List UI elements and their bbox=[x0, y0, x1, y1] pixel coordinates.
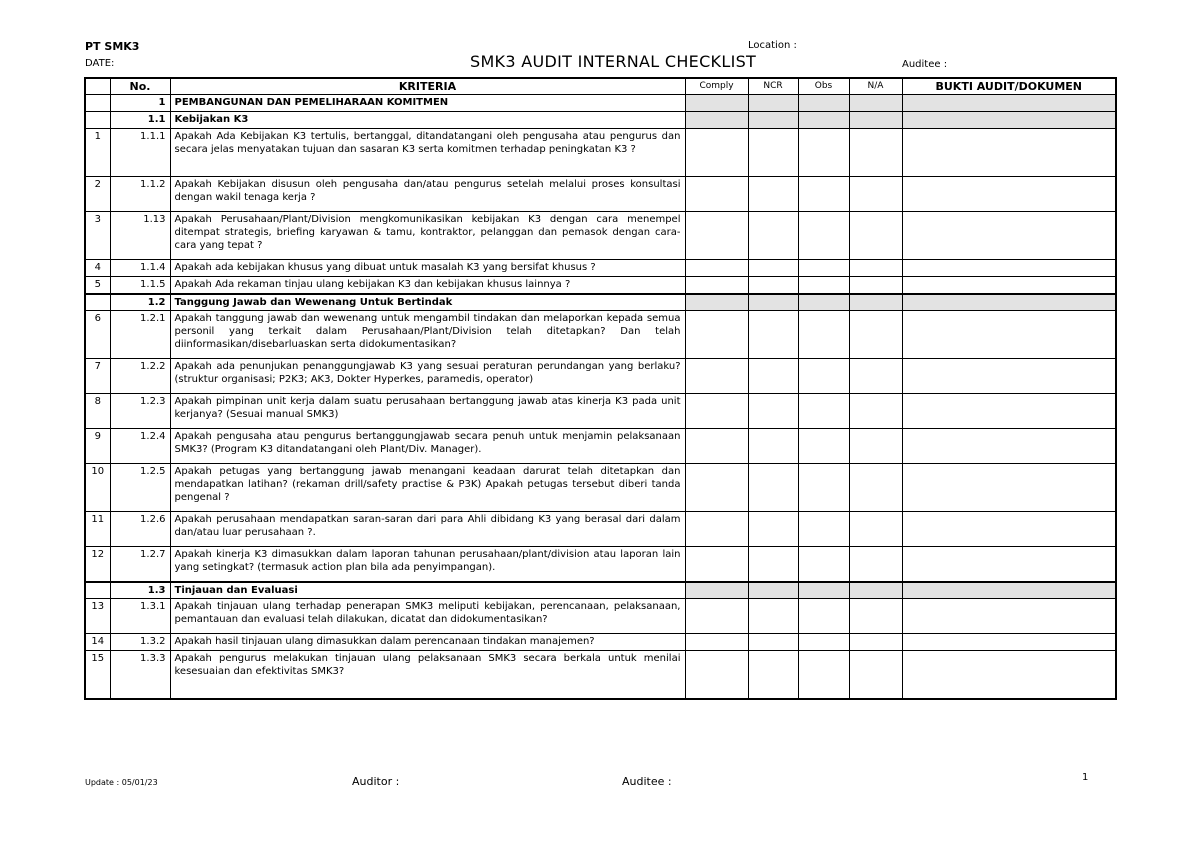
ncr-cell[interactable] bbox=[748, 651, 798, 699]
obs-cell[interactable] bbox=[798, 599, 849, 634]
row-number: 15 bbox=[85, 651, 110, 699]
na-cell bbox=[849, 95, 902, 112]
row-number: 11 bbox=[85, 512, 110, 547]
criteria-text: Apakah pimpinan unit kerja dalam suatu perusahaan bertanggung jawab atas kinerja K3 pada unit kerjanya? (Sesuai manual SMK3) bbox=[170, 394, 685, 429]
col-kriteria: KRITERIA bbox=[170, 78, 685, 95]
na-cell[interactable] bbox=[849, 177, 902, 212]
row-number: 2 bbox=[85, 177, 110, 212]
table-row bbox=[85, 634, 1116, 651]
checklist-table bbox=[84, 77, 1117, 700]
row-number bbox=[85, 582, 110, 599]
ncr-cell[interactable] bbox=[748, 212, 798, 260]
table-row bbox=[85, 512, 1116, 547]
ncr-cell[interactable] bbox=[748, 634, 798, 651]
obs-cell[interactable] bbox=[798, 311, 849, 359]
obs-cell[interactable] bbox=[798, 547, 849, 582]
bukti-cell bbox=[902, 95, 1116, 112]
bukti-cell[interactable] bbox=[902, 634, 1116, 651]
comply-cell bbox=[685, 112, 748, 129]
criteria-code: 1.1 bbox=[110, 112, 170, 129]
ncr-cell[interactable] bbox=[748, 260, 798, 277]
bukti-cell[interactable] bbox=[902, 177, 1116, 212]
ncr-cell bbox=[748, 582, 798, 599]
row-number: 3 bbox=[85, 212, 110, 260]
ncr-cell[interactable] bbox=[748, 277, 798, 294]
na-cell bbox=[849, 294, 902, 311]
comply-cell[interactable] bbox=[685, 634, 748, 651]
ncr-cell[interactable] bbox=[748, 464, 798, 512]
ncr-cell[interactable] bbox=[748, 512, 798, 547]
obs-cell[interactable] bbox=[798, 464, 849, 512]
criteria-text: Apakah tanggung jawab dan wewenang untuk mengambil tindakan dan melaporkan kepada semua personil yang terkait dalam Perusahaan/Plant/Division telah ditetapkan? Dan telah diinformasikan/disebarluaskan serta didokumentasikan? bbox=[170, 311, 685, 359]
comply-cell[interactable] bbox=[685, 429, 748, 464]
criteria-code: 1.3.3 bbox=[110, 651, 170, 699]
bukti-cell bbox=[902, 582, 1116, 599]
comply-cell[interactable] bbox=[685, 464, 748, 512]
criteria-text: Apakah Kebijakan disusun oleh pengusaha dan/atau pengurus setelah melalui proses konsultasi dengan wakil tenaga kerja ? bbox=[170, 177, 685, 212]
ncr-cell[interactable] bbox=[748, 599, 798, 634]
table-row bbox=[85, 394, 1116, 429]
ncr-cell[interactable] bbox=[748, 311, 798, 359]
criteria-text: Apakah tinjauan ulang terhadap penerapan SMK3 meliputi kebijakan, perencanaan, pelaksanaan, pemantauan dan evaluasi telah dilakukan, dicatat dan didokumentasikan? bbox=[170, 599, 685, 634]
criteria-text: Kebijakan K3 bbox=[170, 112, 685, 129]
table-header-row bbox=[85, 78, 1116, 95]
criteria-code: 1.2.5 bbox=[110, 464, 170, 512]
na-cell[interactable] bbox=[849, 277, 902, 294]
section-row bbox=[85, 112, 1116, 129]
obs-cell[interactable] bbox=[798, 512, 849, 547]
criteria-code: 1.3 bbox=[110, 582, 170, 599]
criteria-text: Apakah pengurus melakukan tinjauan ulang pelaksanaan SMK3 secara berkala untuk menilai kesesuaian dan efektivitas SMK3? bbox=[170, 651, 685, 699]
col-no: No. bbox=[110, 78, 170, 95]
ncr-cell bbox=[748, 112, 798, 129]
criteria-text: Apakah pengusaha atau pengurus bertanggungjawab secara penuh untuk menjamin pelaksanaan SMK3? (Program K3 ditandatangani oleh Plant/Div. Manager). bbox=[170, 429, 685, 464]
criteria-code: 1.1.5 bbox=[110, 277, 170, 294]
criteria-text: Tinjauan dan Evaluasi bbox=[170, 582, 685, 599]
criteria-text: Apakah hasil tinjauan ulang dimasukkan dalam perencanaan tindakan manajemen? bbox=[170, 634, 685, 651]
row-number: 10 bbox=[85, 464, 110, 512]
ncr-cell[interactable] bbox=[748, 129, 798, 177]
obs-cell[interactable] bbox=[798, 429, 849, 464]
criteria-text: Apakah ada penunjukan penanggungjawab K3 yang sesuai peraturan perundangan yang berlaku? (struktur organisasi; P2K3; AK3, Dokter Hyperkes, paramedis, operator) bbox=[170, 359, 685, 394]
criteria-code: 1.1.1 bbox=[110, 129, 170, 177]
row-number bbox=[85, 95, 110, 112]
criteria-code: 1 bbox=[110, 95, 170, 112]
row-number: 5 bbox=[85, 277, 110, 294]
bukti-cell[interactable] bbox=[902, 464, 1116, 512]
obs-cell[interactable] bbox=[798, 651, 849, 699]
col-index bbox=[85, 78, 110, 95]
table-row bbox=[85, 547, 1116, 582]
na-cell[interactable] bbox=[849, 429, 902, 464]
table-row bbox=[85, 429, 1116, 464]
criteria-code: 1.2.4 bbox=[110, 429, 170, 464]
row-number: 12 bbox=[85, 547, 110, 582]
location-label: Location : bbox=[748, 40, 797, 51]
bukti-cell[interactable] bbox=[902, 512, 1116, 547]
table-row bbox=[85, 277, 1116, 294]
ncr-cell[interactable] bbox=[748, 359, 798, 394]
comply-cell[interactable] bbox=[685, 547, 748, 582]
na-cell[interactable] bbox=[849, 394, 902, 429]
na-cell bbox=[849, 582, 902, 599]
bukti-cell[interactable] bbox=[902, 277, 1116, 294]
criteria-text: Apakah perusahaan mendapatkan saran-saran dari para Ahli dibidang K3 yang berasal dari dalam dan/atau luar perusahaan ?. bbox=[170, 512, 685, 547]
criteria-code: 1.3.2 bbox=[110, 634, 170, 651]
criteria-text: Tanggung Jawab dan Wewenang Untuk Bertindak bbox=[170, 294, 685, 311]
criteria-text: Apakah ada kebijakan khusus yang dibuat untuk masalah K3 yang bersifat khusus ? bbox=[170, 260, 685, 277]
na-cell[interactable] bbox=[849, 634, 902, 651]
auditee-label: Auditee : bbox=[902, 59, 948, 70]
table-row bbox=[85, 260, 1116, 277]
auditor-signature-label: Auditor : bbox=[352, 775, 400, 788]
criteria-text: Apakah Ada Kebijakan K3 tertulis, bertanggal, ditandatangani oleh pengusaha atau pengurus dan secara jelas menyatakan tujuan dan sasaran K3 serta komitmen terhadap peningkatan K3 ? bbox=[170, 129, 685, 177]
obs-cell[interactable] bbox=[798, 359, 849, 394]
bukti-cell[interactable] bbox=[902, 547, 1116, 582]
na-cell[interactable] bbox=[849, 311, 902, 359]
obs-cell[interactable] bbox=[798, 394, 849, 429]
bukti-cell[interactable] bbox=[902, 212, 1116, 260]
criteria-code: 1.3.1 bbox=[110, 599, 170, 634]
comply-cell[interactable] bbox=[685, 512, 748, 547]
col-comply: Comply bbox=[685, 78, 748, 95]
criteria-code: 1.2.3 bbox=[110, 394, 170, 429]
obs-cell bbox=[798, 294, 849, 311]
bukti-cell[interactable] bbox=[902, 599, 1116, 634]
comply-cell bbox=[685, 95, 748, 112]
ncr-cell[interactable] bbox=[748, 177, 798, 212]
section-row bbox=[85, 582, 1116, 599]
table-row bbox=[85, 311, 1116, 359]
comply-cell[interactable] bbox=[685, 394, 748, 429]
col-obs: Obs bbox=[798, 78, 849, 95]
row-number: 1 bbox=[85, 129, 110, 177]
na-cell[interactable] bbox=[849, 212, 902, 260]
date-label: DATE: bbox=[85, 58, 115, 69]
obs-cell[interactable] bbox=[798, 277, 849, 294]
page-title: SMK3 AUDIT INTERNAL CHECKLIST bbox=[470, 52, 757, 71]
na-cell bbox=[849, 112, 902, 129]
comply-cell[interactable] bbox=[685, 651, 748, 699]
bukti-cell[interactable] bbox=[902, 260, 1116, 277]
comply-cell[interactable] bbox=[685, 177, 748, 212]
na-cell[interactable] bbox=[849, 651, 902, 699]
criteria-text: Apakah Perusahaan/Plant/Division mengkomunikasikan kebijakan K3 dengan cara menempel ditempat strategis, briefing karyawan & tamu, kontraktor, pelanggan dan pemasok dengan cara-cara yang tepat ? bbox=[170, 212, 685, 260]
criteria-code: 1.13 bbox=[110, 212, 170, 260]
comply-cell bbox=[685, 582, 748, 599]
row-number: 6 bbox=[85, 311, 110, 359]
bukti-cell[interactable] bbox=[902, 129, 1116, 177]
na-cell[interactable] bbox=[849, 547, 902, 582]
criteria-text: Apakah Ada rekaman tinjau ulang kebijakan K3 dan kebijakan khusus lainnya ? bbox=[170, 277, 685, 294]
row-number bbox=[85, 294, 110, 311]
comply-cell[interactable] bbox=[685, 359, 748, 394]
ncr-cell bbox=[748, 95, 798, 112]
comply-cell bbox=[685, 294, 748, 311]
obs-cell[interactable] bbox=[798, 634, 849, 651]
table-row bbox=[85, 359, 1116, 394]
ncr-cell[interactable] bbox=[748, 429, 798, 464]
col-bukti: BUKTI AUDIT/DOKUMEN bbox=[902, 78, 1116, 95]
criteria-code: 1.2.2 bbox=[110, 359, 170, 394]
obs-cell bbox=[798, 95, 849, 112]
update-date: Update : 05/01/23 bbox=[85, 778, 158, 787]
table-row bbox=[85, 651, 1116, 699]
bukti-cell[interactable] bbox=[902, 651, 1116, 699]
comply-cell[interactable] bbox=[685, 260, 748, 277]
auditee-signature-label: Auditee : bbox=[622, 775, 672, 788]
criteria-code: 1.2 bbox=[110, 294, 170, 311]
obs-cell[interactable] bbox=[798, 129, 849, 177]
table-row bbox=[85, 212, 1116, 260]
na-cell[interactable] bbox=[849, 260, 902, 277]
comply-cell[interactable] bbox=[685, 311, 748, 359]
ncr-cell[interactable] bbox=[748, 394, 798, 429]
comply-cell[interactable] bbox=[685, 129, 748, 177]
na-cell[interactable] bbox=[849, 464, 902, 512]
table-row bbox=[85, 177, 1116, 212]
section-row bbox=[85, 95, 1116, 112]
comply-cell[interactable] bbox=[685, 599, 748, 634]
criteria-text: Apakah kinerja K3 dimasukkan dalam laporan tahunan perusahaan/plant/division atau laporan lain yang setingkat? (termasuk action plan bila ada penyimpangan). bbox=[170, 547, 685, 582]
criteria-code: 1.2.7 bbox=[110, 547, 170, 582]
na-cell[interactable] bbox=[849, 599, 902, 634]
comply-cell[interactable] bbox=[685, 212, 748, 260]
criteria-code: 1.1.4 bbox=[110, 260, 170, 277]
row-number: 4 bbox=[85, 260, 110, 277]
criteria-code: 1.2.6 bbox=[110, 512, 170, 547]
na-cell[interactable] bbox=[849, 512, 902, 547]
row-number: 7 bbox=[85, 359, 110, 394]
row-number: 8 bbox=[85, 394, 110, 429]
page-number: 1 bbox=[1082, 772, 1089, 783]
table-row bbox=[85, 599, 1116, 634]
row-number: 14 bbox=[85, 634, 110, 651]
na-cell[interactable] bbox=[849, 359, 902, 394]
table-row bbox=[85, 129, 1116, 177]
ncr-cell[interactable] bbox=[748, 547, 798, 582]
bukti-cell[interactable] bbox=[902, 394, 1116, 429]
col-na: N/A bbox=[849, 78, 902, 95]
obs-cell[interactable] bbox=[798, 260, 849, 277]
table-row bbox=[85, 464, 1116, 512]
obs-cell[interactable] bbox=[798, 212, 849, 260]
criteria-text: Apakah petugas yang bertanggung jawab menangani keadaan darurat telah ditetapkan dan mendapatkan latihan? (rekaman drill/safety practise & P3K) Apakah petugas tersebut diberi tanda pengenal ? bbox=[170, 464, 685, 512]
criteria-code: 1.2.1 bbox=[110, 311, 170, 359]
criteria-code: 1.1.2 bbox=[110, 177, 170, 212]
bukti-cell[interactable] bbox=[902, 359, 1116, 394]
obs-cell bbox=[798, 582, 849, 599]
bukti-cell bbox=[902, 294, 1116, 311]
row-number: 13 bbox=[85, 599, 110, 634]
bukti-cell[interactable] bbox=[902, 429, 1116, 464]
section-row bbox=[85, 294, 1116, 311]
col-ncr: NCR bbox=[748, 78, 798, 95]
bukti-cell bbox=[902, 112, 1116, 129]
row-number bbox=[85, 112, 110, 129]
company-name: PT SMK3 bbox=[85, 40, 140, 53]
row-number: 9 bbox=[85, 429, 110, 464]
obs-cell bbox=[798, 112, 849, 129]
comply-cell[interactable] bbox=[685, 277, 748, 294]
ncr-cell bbox=[748, 294, 798, 311]
na-cell[interactable] bbox=[849, 129, 902, 177]
bukti-cell[interactable] bbox=[902, 311, 1116, 359]
criteria-text: PEMBANGUNAN DAN PEMELIHARAAN KOMITMEN bbox=[170, 95, 685, 112]
obs-cell[interactable] bbox=[798, 177, 849, 212]
